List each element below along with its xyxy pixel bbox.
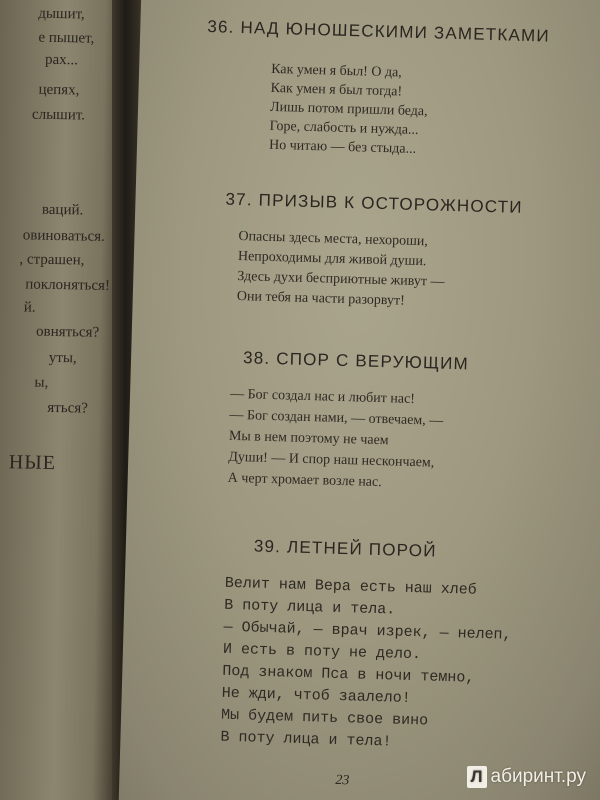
left-line: е пышет,	[38, 29, 95, 47]
left-line: й.	[23, 299, 36, 316]
left-line: ы,	[34, 374, 49, 391]
poem-title: 39. ЛЕТНЕЙ ПОРОЙ	[253, 536, 437, 561]
verse-line: Опасны здесь места, нехороши,	[238, 228, 429, 250]
verse-line: В поту лица и тела!	[220, 728, 392, 751]
watermark-text: абиринт.ру	[490, 766, 586, 787]
labirint-watermark	[467, 766, 586, 788]
verse-line: Но читаю — без стыда...	[268, 137, 417, 157]
left-line: дышит,	[38, 5, 85, 23]
poem-title: 36. НАД ЮНОШЕСКИМИ ЗАМЕТКАМИ	[207, 17, 551, 46]
left-line: поклоняться!	[25, 276, 111, 294]
verse-line: Как умен я был! О да,	[270, 61, 402, 81]
verse-line: И есть в поту не дело.	[222, 640, 422, 664]
page-content	[118, 0, 600, 800]
left-heading: НЫЕ	[8, 451, 57, 475]
page-number: 23	[335, 772, 350, 789]
left-line: , страшен,	[19, 251, 85, 269]
left-line: уты,	[48, 349, 77, 367]
verse-line: Мы будем пить свое вино	[220, 706, 429, 730]
verse-line: В поту лица и тела.	[223, 596, 396, 619]
left-line: рах...	[44, 51, 79, 69]
left-line: цепях,	[38, 81, 80, 99]
verse-line: А черт хромает возле нас.	[227, 470, 382, 491]
verse-line: Непроходимы для живой души.	[237, 248, 427, 270]
left-line: яться?	[47, 399, 88, 417]
verse-line: — Обычай, — врач изрек, — нелеп,	[223, 618, 512, 644]
verse-line: Мы в нем поэтому не чаем	[228, 428, 389, 449]
verse-line: Под знаком Пса в ночи темно,	[222, 662, 475, 687]
labirint-logo-icon: Л	[467, 766, 487, 788]
right-page	[118, 0, 600, 800]
verse-line: Как умен я был тогда!	[270, 80, 403, 100]
verse-line: Они тебя на части разорвут!	[236, 288, 405, 309]
verse-line: — Бог создан нами, — отвечаем, —	[229, 407, 444, 429]
left-line: слышит.	[31, 106, 86, 124]
left-line: овиноваться.	[22, 227, 105, 245]
left-page	[0, 0, 125, 800]
verse-line: Лишь потом пришли беда,	[269, 99, 428, 120]
verse-line: Велит нам Вера есть наш хлеб	[224, 574, 478, 599]
verse-line: Души! — И спор наш нескончаем,	[228, 449, 435, 471]
left-line: ваций.	[41, 201, 84, 219]
verse-line: Не жди, чтоб заалело!	[221, 684, 411, 707]
verse-line: Горе, слабость и нужда...	[269, 118, 419, 138]
poem-title: 37. ПРИЗЫВ К ОСТОРОЖНОСТИ	[225, 189, 523, 217]
verse-line: — Бог создал нас и любит нас!	[229, 386, 416, 407]
poem-title: 38. СПОР С ВЕРУЮЩИМ	[242, 348, 470, 374]
left-line: овняться?	[35, 323, 100, 341]
verse-line: Здесь духи бесприютные живут —	[237, 268, 445, 290]
